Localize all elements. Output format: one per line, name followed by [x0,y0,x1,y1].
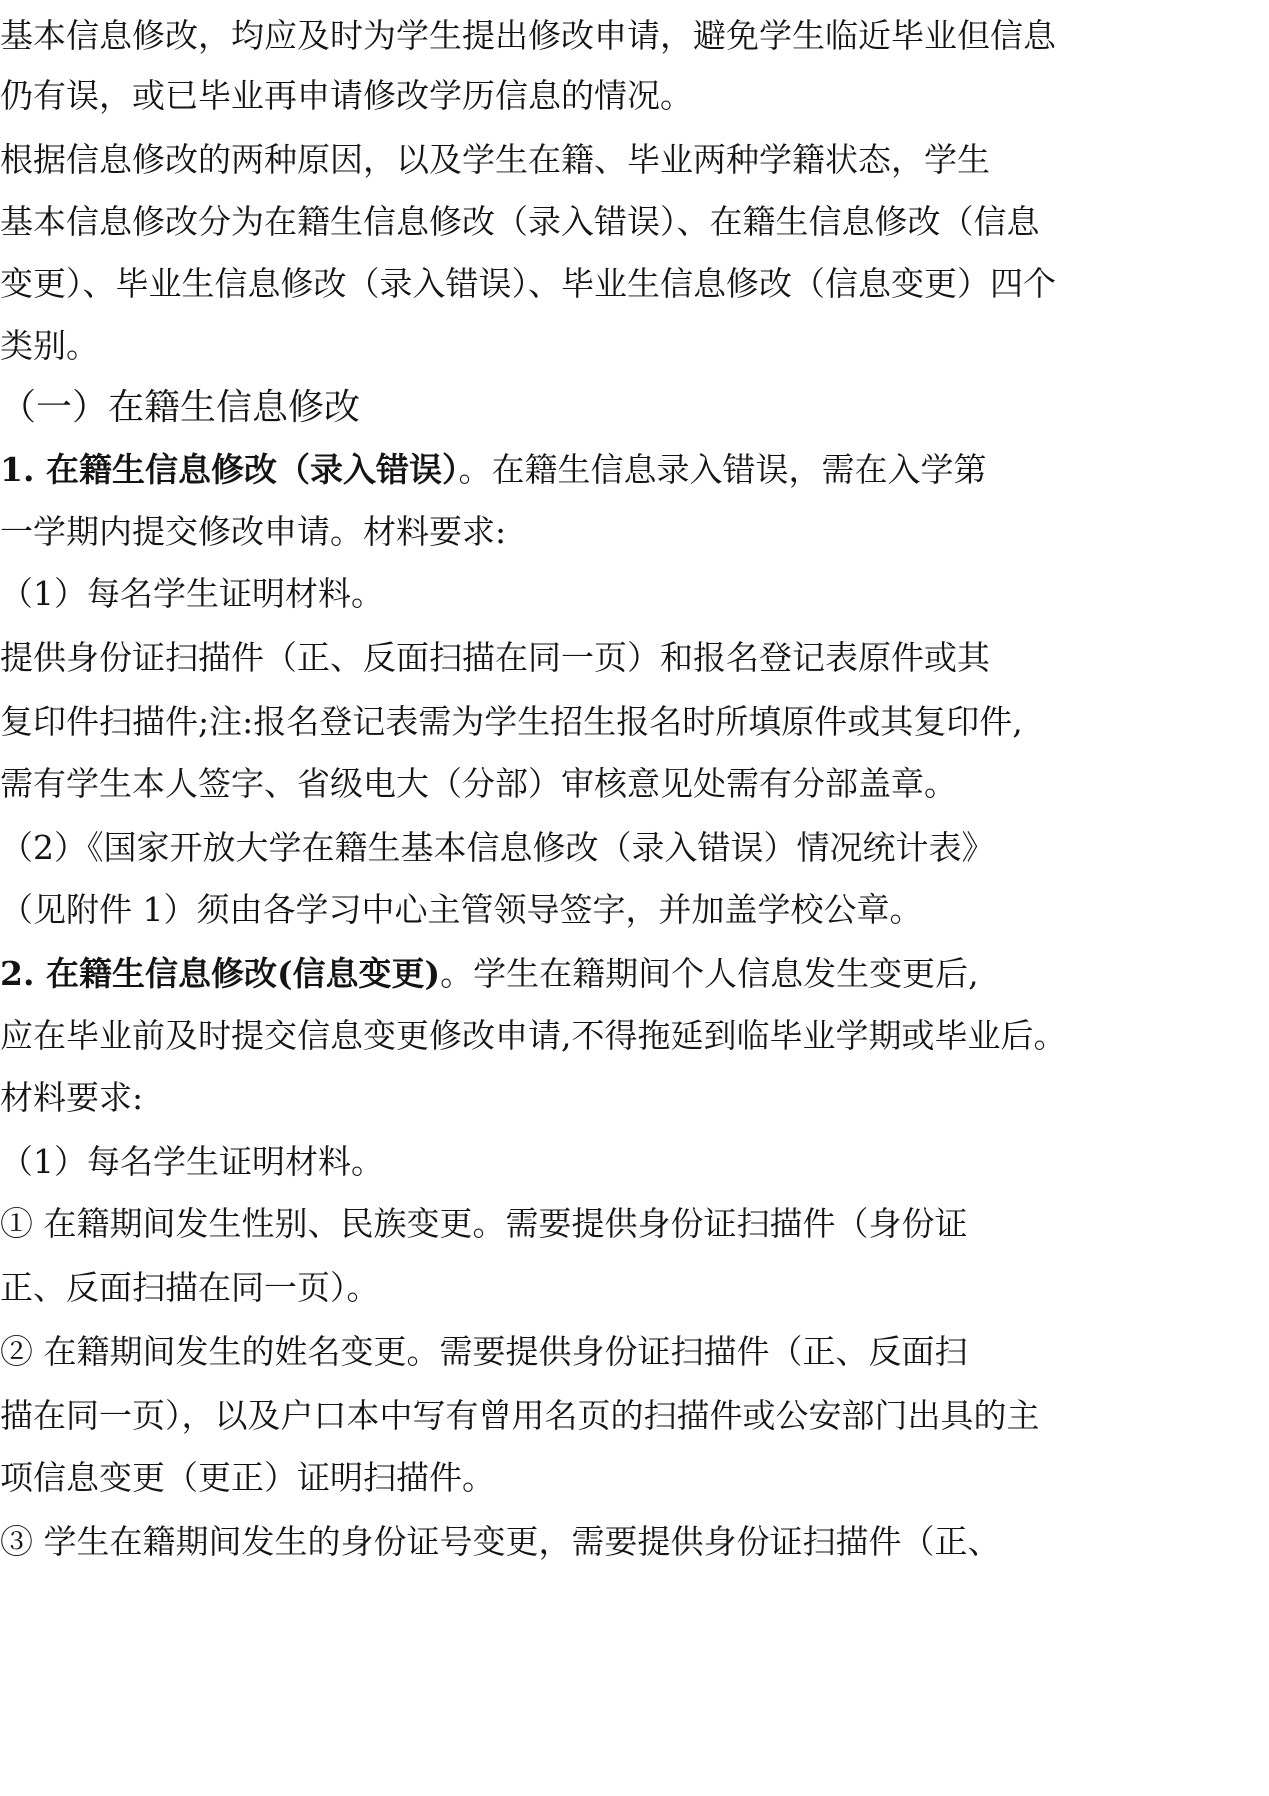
text: 。在籍生信息录入错误，需在入学第 [458,450,987,489]
paragraph-line [0,748,1269,820]
text: （1）每名学生证明材料。 [0,574,384,613]
heading-text: （一）在籍生信息修改 [0,387,361,428]
text: 材料要求: [0,1078,144,1117]
text: 类别。 [0,326,99,365]
text: 一学期内提交修改申请。材料要求: [0,512,507,551]
text: （1）每名学生证明材料。 [0,1142,384,1181]
text: 描在同一页），以及户口本中写有曾用名页的扫描件或公安部门出具的主 [0,1396,1040,1435]
paragraph-line [0,622,1269,694]
text: 应在毕业前及时提交信息变更修改申请,不得拖延到临毕业学期或毕业后。 [0,1016,1067,1055]
paragraph-line [0,1442,1269,1514]
paragraph-line [0,1062,1269,1134]
paragraph-line [0,874,1269,946]
item-title: 1. 在籍生信息修改（录入错误） [0,450,459,489]
text: 。学生在籍期间个人信息发生变更后, [440,954,979,993]
text: 项信息变更（更正）证明扫描件。 [0,1458,495,1497]
text: 正、反面扫描在同一页）。 [0,1268,380,1307]
paragraph-line [0,1252,1269,1324]
item-title: 2. 在籍生信息修改(信息变更) [0,954,441,993]
text: 基本信息修改分为在籍生信息修改（录入错误）、在籍生信息修改（信息 [0,202,1040,241]
text: 变更）、毕业生信息修改（录入错误）、毕业生信息修改（信息变更）四个 [0,264,1056,303]
text: 需有学生本人签字、省级电大（分部）审核意见处需有分部盖章。 [0,764,957,803]
paragraph-line [0,1188,1269,1260]
text: ② 在籍期间发生的姓名变更。需要提供身份证扫描件（正、反面扫 [0,1332,968,1371]
text: 仍有误，或已毕业再申请修改学历信息的情况。 [0,76,693,115]
paragraph-line [0,1316,1269,1388]
text: （2）《国家开放大学在籍生基本信息修改（录入错误）情况统计表》 [0,828,995,867]
text: ③ 学生在籍期间发生的身份证号变更，需要提供身份证扫描件（正、 [0,1522,1001,1561]
sub-item-heading [0,558,1269,630]
text: 根据信息修改的两种原因，以及学生在籍、毕业两种学籍状态，学生 [0,140,990,179]
text: 基本信息修改，均应及时为学生提出修改申请，避免学生临近毕业但信息 [0,16,1056,55]
text: （见附件 1）须由各学习中心主管领导签字，并加盖学校公章。 [0,890,923,929]
paragraph-line [0,60,1269,132]
text: 复印件扫描件;注:报名登记表需为学生招生报名时所填原件或其复印件, [0,702,1023,741]
paragraph-line [0,1506,1269,1578]
text: 提供身份证扫描件（正、反面扫描在同一页）和报名登记表原件或其 [0,638,990,677]
text: ① 在籍期间发生性别、民族变更。需要提供身份证扫描件（身份证 [0,1204,968,1243]
